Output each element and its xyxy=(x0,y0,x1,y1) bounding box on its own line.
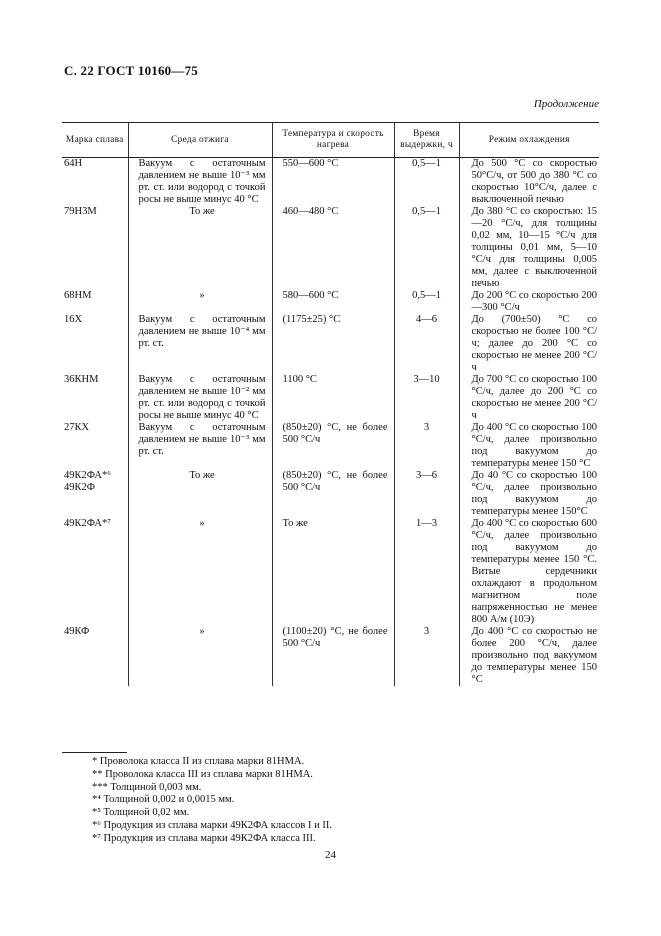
cell-temperature: (850±20) °С, не более 500 °С/ч xyxy=(272,422,394,470)
table-row xyxy=(62,206,599,290)
cell-grade: 16Х xyxy=(64,314,83,325)
cell-time: 4—6 xyxy=(394,314,459,374)
footnote: *⁴ Толщиной 0,002 и 0,0015 мм. xyxy=(92,794,235,806)
cell-temperature: (1175±25) °С xyxy=(272,314,394,374)
cell-time: 0,5—1 xyxy=(394,206,459,290)
cell-temperature: 460—480 °С xyxy=(272,206,394,290)
continuation-label: Продолжение xyxy=(533,98,599,110)
page-header: С. 22 ГОСТ 10160—75 xyxy=(64,63,198,78)
footnote: *⁷ Продукция из сплава марки 49К2ФА класса III. xyxy=(92,832,316,844)
column-header-grade: Марка сплава xyxy=(62,123,128,158)
column-header-temperature: Температура и скорость нагрева xyxy=(272,123,394,158)
cell-grade: 27КХ xyxy=(64,422,90,433)
cell-cooling: До 500 °С со скоростью 50°С/ч, от 500 до 380 °С со скоростью 10°С/ч, далее с выключенной печью xyxy=(459,158,599,207)
cell-medium: То же xyxy=(128,470,272,518)
cell-medium: Вакуум с остаточным давлением не выше 10⁻³ мм рт. ст. или водород с точкой росы не выше минус 40 °С xyxy=(128,158,272,207)
cell-time: 1—3 xyxy=(394,518,459,626)
cell-temperature: (850±20) °С, не более 500 °С/ч xyxy=(272,470,394,518)
cell-cooling: До 380 °С со скоростью: 15—20 °С/ч, для толщины 0,02 мм, 10—15 °С/ч для толщины 0,01 мм, 5—10 °С/ч для толщины 0,005 мм, далее с выключенной печью xyxy=(459,206,599,290)
cell-temperature: 580—600 °С xyxy=(272,290,394,314)
cell-temperature: То же xyxy=(272,518,394,626)
footnote: ** Проволока класса III из сплава марки 81НМА. xyxy=(92,768,313,780)
cell-temperature: (1100±20) °С, не более 500 °С/ч xyxy=(272,626,394,686)
table-row xyxy=(62,314,599,374)
cell-medium: » xyxy=(128,626,272,686)
cell-grade: 68НМ xyxy=(64,290,92,301)
table-row xyxy=(62,374,599,422)
cell-medium: » xyxy=(128,290,272,314)
cell-medium: Вакуум с остаточным давлением не выше 10⁻³ мм рт. ст. xyxy=(128,422,272,470)
cell-grade: 49К2ФА*⁶ 49К2Ф xyxy=(64,470,111,493)
footnote: *⁵ Толщиной 0,02 мм. xyxy=(92,807,190,819)
table-row xyxy=(62,518,599,626)
cell-cooling: До (700±50) °С со скоростью не более 100 °С/ч; далее до 200 °С со скоростью не менее 200 °С/ч xyxy=(459,314,599,374)
table-row xyxy=(62,626,599,686)
cell-time: 3—6 xyxy=(394,470,459,518)
table-row xyxy=(62,158,599,207)
cell-grade: 64Н xyxy=(64,158,83,169)
cell-cooling: До 400 °С со скоростью не более 200 °С/ч, далее произвольно под вакуумом до температуры менее 150 °С xyxy=(459,626,599,686)
cell-time: 3 xyxy=(394,422,459,470)
table-row xyxy=(62,422,599,470)
table-row xyxy=(62,290,599,314)
cell-temperature: 1100 °С xyxy=(272,374,394,422)
footnotes xyxy=(92,756,332,846)
table-row xyxy=(62,470,599,518)
cell-medium: Вакуум с остаточным давлением не выше 10⁻² мм рт. ст. или водород с точкой росы не выше минус 40 °С xyxy=(128,374,272,422)
cell-medium: Вакуум с остаточным давлением не выше 10⁻⁴ мм рт. ст. xyxy=(128,314,272,374)
cell-grade: 36КНМ xyxy=(64,374,99,385)
cell-temperature: 550—600 °С xyxy=(272,158,394,207)
cell-medium: » xyxy=(128,518,272,626)
cell-time: 3—10 xyxy=(394,374,459,422)
footnote: *** Толщиной 0,003 мм. xyxy=(92,781,202,793)
annealing-table xyxy=(62,122,599,686)
footnote-separator xyxy=(62,752,127,753)
cell-time: 0,5—1 xyxy=(394,290,459,314)
cell-grade: 49К2ФА*⁷ xyxy=(64,518,111,529)
cell-cooling: До 200 °С со скоростью 200—300 °С/ч xyxy=(459,290,599,314)
cell-medium: То же xyxy=(128,206,272,290)
table-header-row xyxy=(62,123,599,158)
cell-cooling: До 700 °С со скоростью 100 °С/ч, далее до 200 °С со скоростью не менее 200 °С/ч xyxy=(459,374,599,422)
column-header-cooling: Режим охлаждения xyxy=(459,123,599,158)
column-header-medium: Среда отжига xyxy=(128,123,272,158)
cell-grade: 79Н3М xyxy=(64,206,97,217)
column-header-time: Время выдержки, ч xyxy=(394,123,459,158)
cell-time: 0,5—1 xyxy=(394,158,459,207)
cell-time: 3 xyxy=(394,626,459,686)
footnote: *⁶ Продукция из сплава марки 49К2ФА классов I и II. xyxy=(92,819,332,831)
cell-cooling: До 40 °С со скоростью 100 °С/ч, далее произвольно под вакуумом до температуры менее 150°С xyxy=(459,470,599,518)
page-number: 24 xyxy=(325,849,336,861)
cell-cooling: До 400 °С со скоростью 100 °С/ч, далее произвольно под вакуумом до температуры менее 150 °С xyxy=(459,422,599,470)
footnote: * Проволока класса II из сплава марки 81НМА. xyxy=(92,756,305,767)
cell-cooling: До 400 °С со скоростью 600 °С/ч, далее произвольно под вакуумом до температуры менее 150 °С. Витые сердечники охлаждают в продольном магнитном поле напряженностью не менее 800 А/м (10Э) xyxy=(459,518,599,626)
cell-grade: 49КФ xyxy=(64,626,90,637)
